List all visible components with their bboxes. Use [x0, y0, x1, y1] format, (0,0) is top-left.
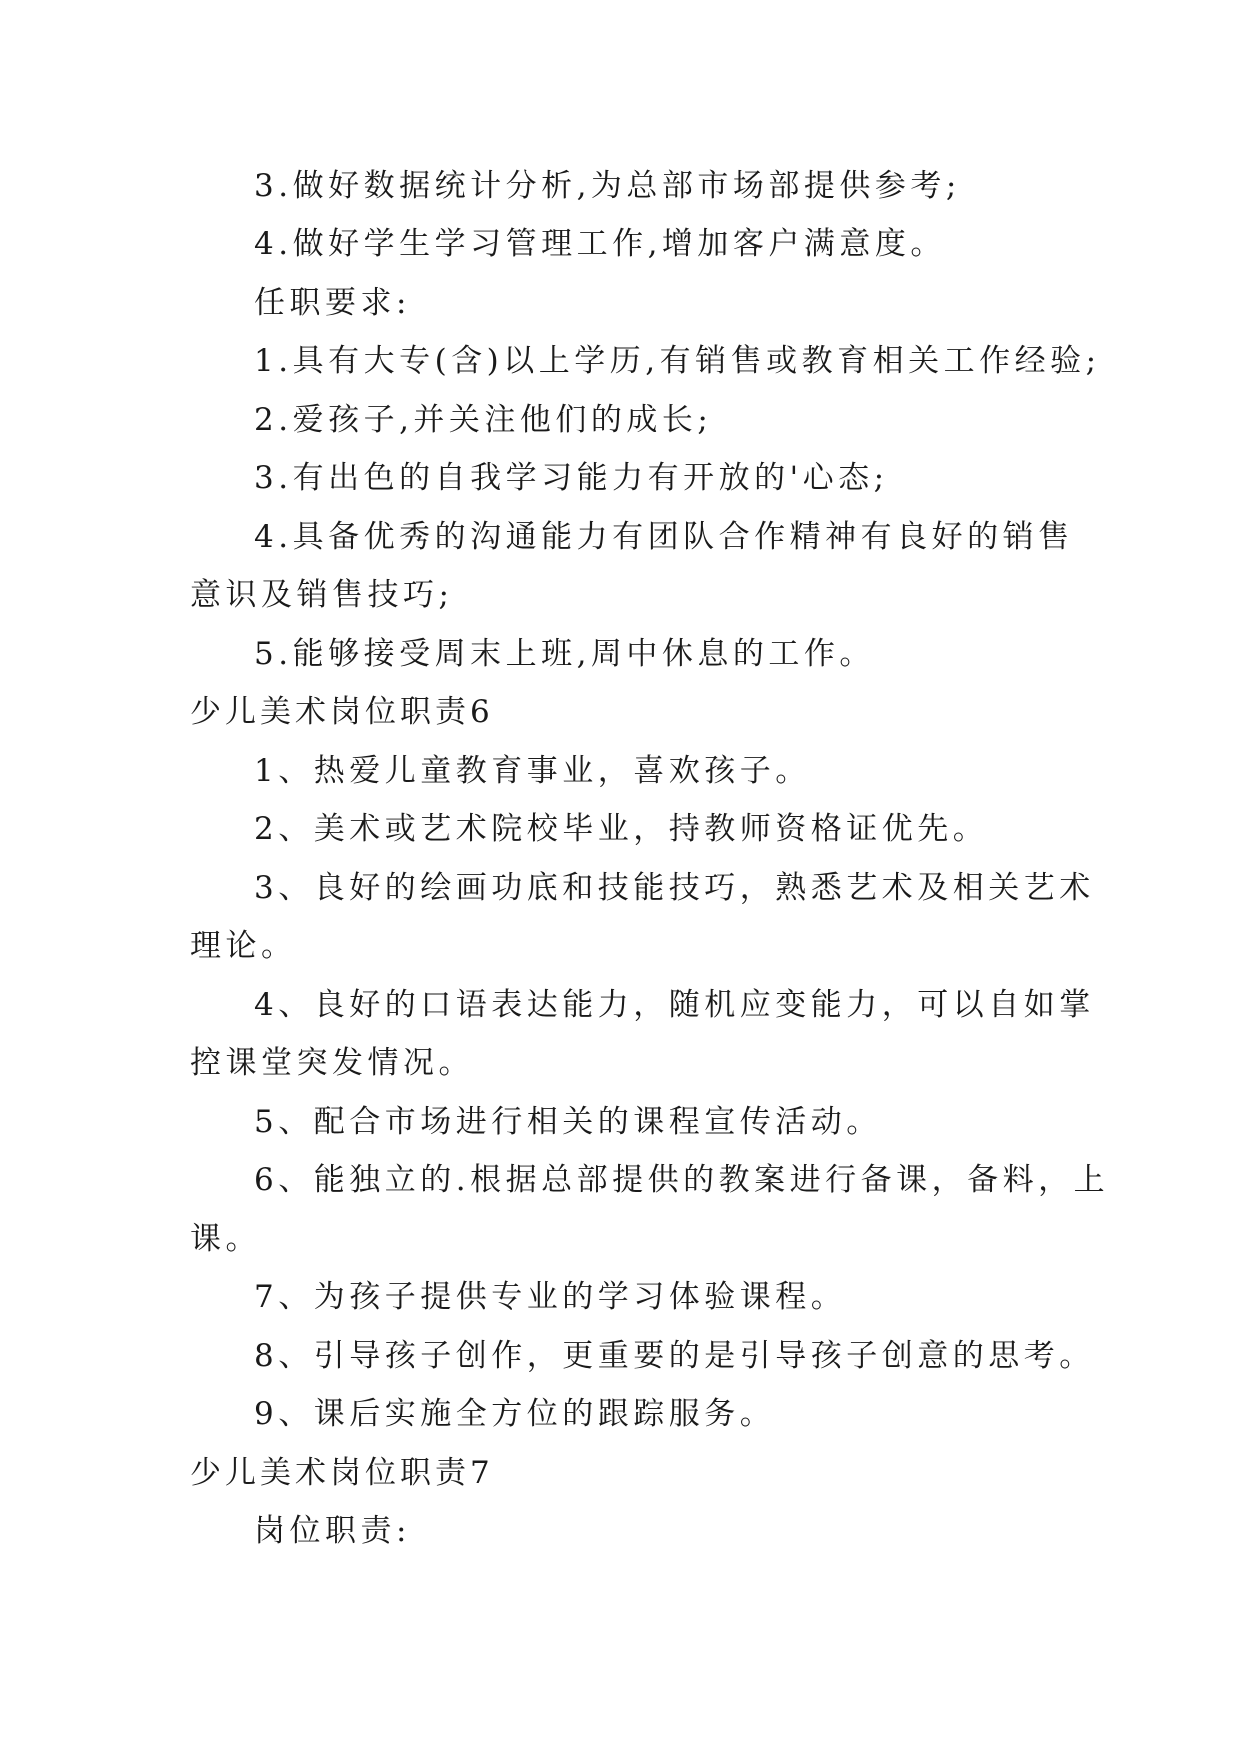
requirement-item-3: 3.有出色的自我学习能力有开放的'心态; [254, 460, 889, 496]
section-title-7: 少儿美术岗位职责7 [190, 1455, 494, 1491]
section6-item-4-line2: 控课堂突发情况。 [190, 1045, 474, 1081]
section6-item-6-line1: 6、能独立的.根据总部提供的教案进行备课，备料，上 [254, 1162, 1110, 1198]
section6-item-5: 5、配合市场进行相关的课程宣传活动。 [254, 1104, 882, 1140]
section6-item-8: 8、引导孩子创作，更重要的是引导孩子创意的思考。 [254, 1338, 1095, 1374]
requirement-item-4-line2: 意识及销售技巧; [190, 577, 454, 613]
requirement-item-4-line1: 4.具备优秀的沟通能力有团队合作精神有良好的销售 [254, 519, 1074, 555]
duty-item-4: 4.做好学生学习管理工作,增加客户满意度。 [254, 226, 946, 262]
duty-item-3: 3.做好数据统计分析,为总部市场部提供参考; [254, 168, 961, 204]
section6-item-1: 1、热爱儿童教育事业，喜欢孩子。 [254, 753, 811, 789]
section6-item-3-line1: 3、良好的绘画功底和技能技巧，熟悉艺术及相关艺术 [254, 870, 1095, 906]
section6-item-7: 7、为孩子提供专业的学习体验课程。 [254, 1279, 847, 1315]
requirement-item-2: 2.爱孩子,并关注他们的成长; [254, 402, 713, 438]
section6-item-9: 9、课后实施全方位的跟踪服务。 [254, 1396, 776, 1432]
duties-label: 岗位职责: [254, 1513, 411, 1549]
requirement-item-1: 1.具有大专(含)以上学历,有销售或教育相关工作经验; [254, 343, 1101, 379]
section-title-6: 少儿美术岗位职责6 [190, 694, 494, 730]
section6-item-6-line2: 课。 [190, 1221, 261, 1257]
section6-item-4-line1: 4、良好的口语表达能力，随机应变能力，可以自如掌 [254, 987, 1095, 1023]
requirements-label: 任职要求: [254, 285, 411, 321]
section6-item-3-line2: 理论。 [190, 928, 297, 964]
requirement-item-5: 5.能够接受周末上班,周中休息的工作。 [254, 636, 875, 672]
section6-item-2: 2、美术或艺术院校毕业，持教师资格证优先。 [254, 811, 989, 847]
